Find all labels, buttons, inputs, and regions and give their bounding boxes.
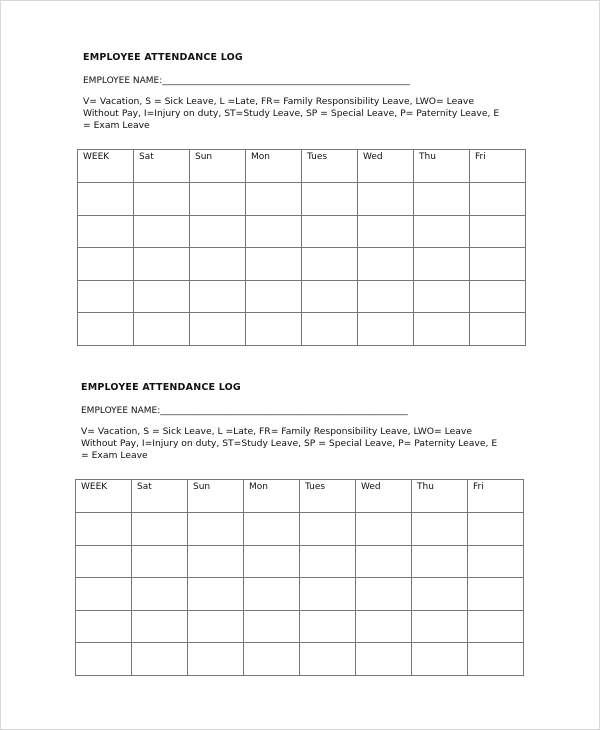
table-cell [468, 513, 524, 546]
attendance-table [77, 149, 526, 346]
table-cell [134, 313, 190, 346]
table-cell [188, 610, 244, 643]
table-cell [246, 313, 302, 346]
table-cell [188, 578, 244, 611]
table-row [76, 545, 524, 578]
table-cell [412, 643, 468, 676]
table-cell [76, 545, 132, 578]
table-row [76, 643, 524, 676]
table-cell [76, 610, 132, 643]
table-cell [358, 280, 414, 313]
table-cell [468, 545, 524, 578]
column-header-label: Mon [249, 482, 268, 492]
column-header-label: Sun [195, 152, 213, 162]
column-header-label: Thu [417, 482, 434, 492]
table-cell [356, 643, 412, 676]
table-cell [76, 578, 132, 611]
column-header-label: Fri [475, 152, 486, 162]
column-header-label: WEEK [81, 482, 108, 492]
table-row [76, 610, 524, 643]
table-cell [244, 610, 300, 643]
column-header-label: Tues [305, 482, 326, 492]
column-header [132, 480, 188, 513]
table-cell [78, 248, 134, 281]
table-cell [358, 215, 414, 248]
table-row [78, 313, 526, 346]
table-cell [188, 513, 244, 546]
column-header-label: Tues [307, 152, 328, 162]
table-cell [134, 280, 190, 313]
table-cell [300, 513, 356, 546]
table-cell [246, 215, 302, 248]
table-cell [356, 578, 412, 611]
table-cell [190, 183, 246, 216]
table-cell [414, 248, 470, 281]
table-row [78, 248, 526, 281]
table-cell [134, 183, 190, 216]
column-header [300, 480, 356, 513]
table-cell [414, 215, 470, 248]
table-cell [246, 280, 302, 313]
table-cell [468, 578, 524, 611]
column-header [358, 150, 414, 183]
table-cell [356, 610, 412, 643]
table-cell [78, 280, 134, 313]
table-cell [414, 313, 470, 346]
column-header-label: Sat [139, 152, 154, 162]
leave-code-legend: V= Vacation, S = Sick Leave, L =Late, FR= Family Responsibility Leave, LWO= Leave Without Pay, I=Injury on duty, ST=Study Leave, SP = Special Leave, P= Paternity Leave, E = Exam Leave [81, 426, 498, 461]
table-cell [244, 643, 300, 676]
column-header-label: Wed [361, 482, 381, 492]
table-cell [412, 578, 468, 611]
column-header-label: Mon [251, 152, 270, 162]
table-cell [78, 313, 134, 346]
table-cell [76, 643, 132, 676]
table-cell [132, 513, 188, 546]
column-header-label: Sat [137, 482, 152, 492]
form-title: EMPLOYEE ATTENDANCE LOG [83, 52, 243, 63]
column-header [190, 150, 246, 183]
table-header-row [78, 150, 526, 183]
table-cell [134, 215, 190, 248]
table-cell [132, 578, 188, 611]
table-cell [190, 248, 246, 281]
table-cell [468, 610, 524, 643]
column-header [244, 480, 300, 513]
table-cell [244, 578, 300, 611]
table-cell [468, 643, 524, 676]
table-cell [412, 610, 468, 643]
column-header [246, 150, 302, 183]
attendance-table [75, 479, 524, 676]
table-cell [188, 545, 244, 578]
table-cell [190, 280, 246, 313]
table-cell [190, 313, 246, 346]
column-header [470, 150, 526, 183]
table-row [76, 578, 524, 611]
column-header [188, 480, 244, 513]
table-cell [356, 545, 412, 578]
column-header-label: Sun [193, 482, 211, 492]
leave-code-legend: V= Vacation, S = Sick Leave, L =Late, FR= Family Responsibility Leave, LWO= Leave Without Pay, I=Injury on duty, ST=Study Leave, SP = Special Leave, P= Paternity Leave, E = Exam Leave [83, 96, 500, 131]
table-cell [300, 610, 356, 643]
table-cell [356, 513, 412, 546]
column-header [414, 150, 470, 183]
table-cell [190, 215, 246, 248]
table-cell [358, 248, 414, 281]
table-cell [358, 313, 414, 346]
table-cell [78, 215, 134, 248]
column-header [134, 150, 190, 183]
table-cell [302, 183, 358, 216]
column-header [78, 150, 134, 183]
table-cell [302, 280, 358, 313]
table-cell [244, 545, 300, 578]
table-cell [300, 545, 356, 578]
table-cell [470, 215, 526, 248]
table-cell [302, 248, 358, 281]
table-cell [132, 643, 188, 676]
employee-name-field: EMPLOYEE NAME:_______________________________________________________ [83, 76, 410, 86]
table-cell [358, 183, 414, 216]
table-cell [134, 248, 190, 281]
table-cell [302, 313, 358, 346]
table-cell [470, 313, 526, 346]
column-header [412, 480, 468, 513]
column-header-label: Thu [419, 152, 436, 162]
table-row [78, 215, 526, 248]
table-cell [470, 183, 526, 216]
table-row [78, 183, 526, 216]
table-cell [188, 643, 244, 676]
table-row [76, 513, 524, 546]
table-cell [132, 610, 188, 643]
table-cell [246, 248, 302, 281]
table-cell [470, 248, 526, 281]
table-cell [78, 183, 134, 216]
column-header [302, 150, 358, 183]
column-header [468, 480, 524, 513]
table-cell [302, 215, 358, 248]
table-cell [246, 183, 302, 216]
column-header-label: Fri [473, 482, 484, 492]
table-cell [244, 513, 300, 546]
table-cell [414, 183, 470, 216]
table-cell [76, 513, 132, 546]
table-cell [470, 280, 526, 313]
table-row [78, 280, 526, 313]
table-cell [414, 280, 470, 313]
column-header [356, 480, 412, 513]
table-cell [132, 545, 188, 578]
table-cell [300, 643, 356, 676]
column-header [76, 480, 132, 513]
form-title: EMPLOYEE ATTENDANCE LOG [81, 382, 241, 393]
table-header-row [76, 480, 524, 513]
column-header-label: WEEK [83, 152, 110, 162]
table-cell [300, 578, 356, 611]
table-cell [412, 513, 468, 546]
table-cell [412, 545, 468, 578]
column-header-label: Wed [363, 152, 383, 162]
employee-name-field: EMPLOYEE NAME:_______________________________________________________ [81, 406, 408, 416]
